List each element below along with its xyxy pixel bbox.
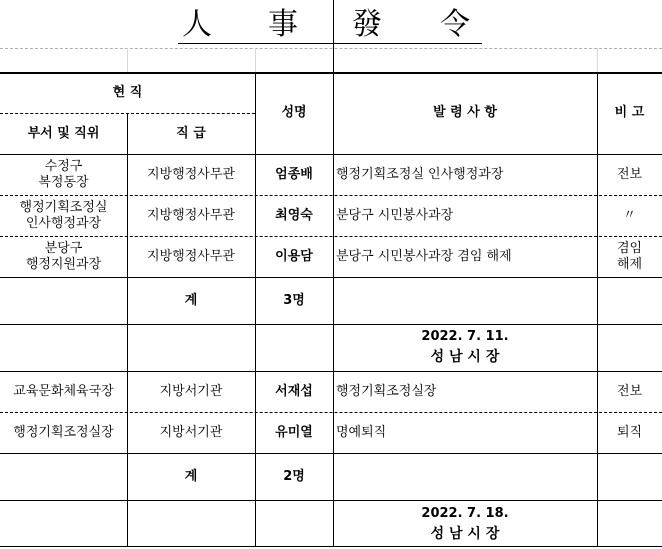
- header-name: 성명: [281, 105, 307, 120]
- row-grade: 지방행정사무관: [147, 207, 235, 223]
- title-char-2: 事: [268, 7, 298, 42]
- row-grade: 지방행정사무관: [147, 248, 235, 264]
- header-current-position: 현 직: [112, 84, 143, 100]
- row-order: 행정기획조정실장: [336, 383, 437, 399]
- row-remarks: 〃: [622, 207, 636, 223]
- row-dept: 교육문화체육국장: [13, 383, 114, 399]
- header-grade: 직 급: [176, 125, 206, 141]
- document-title: [0, 0, 662, 48]
- row-remarks: 전보: [616, 166, 643, 182]
- total-label: 계: [184, 292, 198, 308]
- row-dept: 분당구 행정지원과장: [25, 240, 102, 272]
- issue-date: 2022. 7. 18.: [421, 506, 509, 521]
- row-order: 분당구 시민봉사과장 겸임 해제: [336, 248, 512, 264]
- row-order: 분당구 시민봉사과장: [336, 207, 454, 223]
- title-char-1: 人: [182, 7, 212, 42]
- header-order: 발 령 사 항: [433, 105, 497, 120]
- grid-line: [127, 48, 128, 72]
- row-name: 이용담: [275, 248, 313, 264]
- total-count: 2명: [283, 468, 305, 484]
- row-grade: 지방서기관: [159, 424, 223, 440]
- issuer: 성 남 시 장: [430, 349, 500, 365]
- issuer: 성 남 시 장: [430, 526, 500, 542]
- total-count: 3명: [283, 292, 305, 308]
- table-bottom-border: [0, 546, 662, 547]
- row-divider: [0, 500, 662, 501]
- row-dept: 수정구 복정동장: [38, 158, 89, 190]
- row-remarks: 퇴직: [616, 424, 643, 440]
- title-char-4: 令: [440, 7, 470, 42]
- total-label: 계: [184, 468, 198, 484]
- grid-line: [255, 48, 256, 72]
- row-name: 유미열: [275, 424, 313, 440]
- row-divider: [0, 324, 662, 325]
- row-remarks: 전보: [616, 383, 643, 399]
- row-grade: 지방서기관: [159, 383, 223, 399]
- row-order: 명예퇴직: [336, 424, 387, 440]
- grid-line: [333, 0, 334, 72]
- header-remarks: 비 고: [614, 105, 645, 120]
- title-underline: [178, 43, 482, 44]
- row-dept: 행정기획조정실 인사행정과장: [19, 199, 108, 231]
- header-dept-title: 부서 및 직위: [27, 125, 100, 141]
- row-name: 엄종배: [275, 166, 313, 182]
- row-grade: 지방행정사무관: [147, 166, 235, 182]
- row-name: 서재섭: [275, 383, 313, 399]
- row-dept: 행정기획조정실장: [13, 424, 114, 440]
- issue-date: 2022. 7. 11.: [421, 329, 509, 344]
- grid-line: [0, 48, 662, 49]
- row-name: 최영숙: [275, 207, 313, 223]
- title-char-3: 發: [352, 7, 382, 42]
- row-order: 행정기획조정실 인사행정과장: [336, 166, 504, 182]
- grid-line: [597, 48, 598, 72]
- row-remarks: 겸임 해제: [616, 240, 643, 272]
